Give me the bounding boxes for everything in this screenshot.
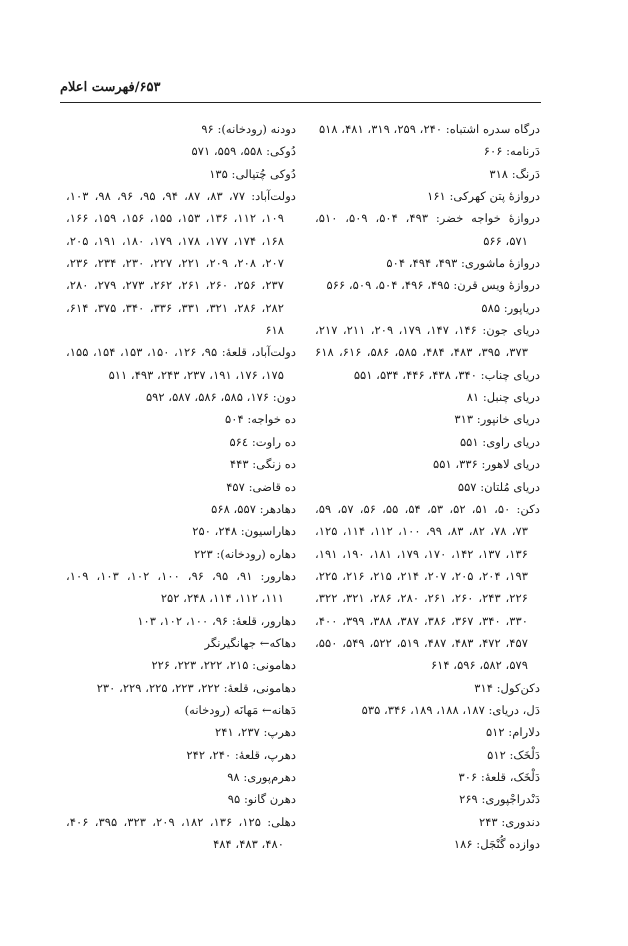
index-entry: دکن: ۵۰، ۵۱، ۵۲، ۵۳، ۵۴، ۵۵، ۵۶، ۵۷، ۵۹، <box>315 501 540 516</box>
index-entry-continuation: ۶۱۸ <box>265 323 284 338</box>
index-entry: ده قاضی: ۴۵۷ <box>226 479 296 494</box>
index-entry-continuation: ۲۸۲، ۲۸۶، ۳۲۱، ۳۳۱، ۳۳۶، ۳۴۰، ۳۷۵، ۶۱۴، <box>66 300 284 315</box>
index-entry-continuation: ۱۰۹، ۱۱۲، ۱۳۶، ۱۵۳، ۱۵۵، ۱۵۶، ۱۵۹، ۱۶۶، <box>66 211 284 226</box>
index-entry: دریاپور: ۵۸۵ <box>481 300 540 315</box>
index-entry-continuation: ۲۰۷، ۲۰۸، ۲۰۹، ۲۲۱، ۲۲۷، ۲۳۰، ۲۳۴، ۲۳۶، <box>66 256 284 271</box>
index-entry: دوازده گُنْجَل: ۱۸۶ <box>453 837 540 851</box>
index-entry: درگاه سدره اشتباه: ۲۴۰، ۲۵۹، ۳۱۹، ۴۸۱، ۵۱۸ <box>318 122 540 136</box>
index-entry-continuation: ۱۱۱، ۱۱۲، ۱۱۴، ۲۴۸، ۲۵۲ <box>160 591 284 606</box>
running-head <box>60 80 540 100</box>
index-entry: دریای خانپور: ۳۱۳ <box>454 412 540 427</box>
index-entry-continuation: ۵۷۹، ۵۸۲، ۵۹۶، ۶۱۴ <box>430 658 528 673</box>
index-entry: دُوکی: ۵۵۸، ۵۵۹، ۵۷۱ <box>191 144 296 159</box>
index-entry: دریای جون: ۱۴۶، ۱۴۷، ۱۷۹، ۲۰۹، ۲۱۱، ۲۱۷، <box>315 323 540 338</box>
index-entry-continuation: ۱۶۸، ۱۷۴، ۱۷۷، ۱۷۸، ۱۷۹، ۱۸۰، ۱۹۱، ۲۰۵، <box>66 233 284 248</box>
index-entry: دَرنگ: ۳۱۸ <box>489 166 540 181</box>
index-entry: دهاره (رودخانه): ۲۲۳ <box>194 546 296 561</box>
index-entry: دهاراسیون: ۲۴۸، ۲۵۰ <box>192 524 296 539</box>
index-entry: ده راوت: ۵۶٤ <box>229 434 296 449</box>
index-entry: دون: ۱۷۶، ۵۸۵، ۵۸۶، ۵۸۷، ۵۹۲ <box>145 390 296 405</box>
index-column-left <box>66 118 296 855</box>
index-entry: دریای لاهور: ۳۳۶، ۵۵۱ <box>433 457 540 472</box>
index-entry: دندوری: ۲۴۳ <box>478 814 540 829</box>
index-entry: دَل، دریای: ۱۸۷، ۱۸۸، ۱۸۹، ۳۴۶، ۵۳۵ <box>361 702 540 717</box>
index-entry: دَلْخَک: ۵۱۲ <box>487 747 540 762</box>
index-entry-continuation: ۱۷۵، ۱۷۶، ۱۹۱، ۲۳۷، ۲۴۳، ۴۹۳، ۵۱۱ <box>108 367 284 382</box>
index-entry-continuation: ۱۹۳، ۲۰۴، ۲۰۵، ۲۰۷، ۲۱۴، ۲۱۵، ۲۱۶، ۲۲۵، <box>315 568 528 583</box>
index-entry: دهرن گانو: ۹۵ <box>227 792 296 807</box>
index-entry: دریای چنبل: ۸۱ <box>466 390 540 405</box>
index-entry: دهارور: ۹۱، ۹۵، ۹۶، ۱۰۰، ۱۰۲، ۱۰۳، ۱۰۹، <box>66 568 296 583</box>
header-rule <box>60 102 541 103</box>
running-title: ۶۵۳/فهرست اعلام <box>60 80 161 95</box>
index-entry: دولت‌آباد: ۷۷، ۸۳، ۸۷، ۹۴، ۹۵، ۹۶، ۹۸، ۱۰۳، <box>66 189 296 204</box>
index-entry: دُوکی چُتیالی: ۱۳۵ <box>209 166 296 181</box>
index-entry: دولت‌آباد، قلعهٔ: ۹۵، ۱۲۶، ۱۵۰، ۱۵۳، ۱۵۴، ۱۵۵، <box>66 345 296 360</box>
index-column-right <box>315 118 540 855</box>
index-entry: دَلْخَک، قلعهٔ: ۳۰۶ <box>458 769 540 784</box>
index-entry-continuation: ۴۸۰، ۴۸۳، ۴۸۴ <box>213 837 284 851</box>
index-entry: دهلی: ۱۲۵، ۱۳۶، ۱۸۲، ۲۰۹، ۳۲۳، ۳۹۵، ۴۰۶، <box>66 814 296 829</box>
index-entry: دروازهٔ ویس قرن: ۴۹۵، ۴۹۶، ۵۰۴، ۵۰۹، ۵۶۶ <box>326 278 540 293</box>
index-entry: دلارام: ۵۱۲ <box>485 725 540 740</box>
index-entry: دهاکه← جهانگیرنگر <box>204 635 296 650</box>
index-entry: دروازهٔ خواجه خضر: ۴۹۳، ۵۰۴، ۵۰۹، ۵۱۰، <box>315 211 540 226</box>
index-entry: دهرم‌پوری: ۹۸ <box>227 769 296 784</box>
index-entry-continuation: ۳۷۳، ۳۹۵، ۴۸۳، ۴۸۴، ۵۸۵، ۵۸۶، ۶۱۶، ۶۱۸ <box>315 345 528 360</box>
index-entry: دودنه (رودخانه): ۹۶ <box>201 122 296 136</box>
index-entry: دریای راوی: ۵۵۱ <box>459 434 540 449</box>
index-entry: دهامونی: ۲۱۵، ۲۲۲، ۲۲۳، ۲۲۶ <box>151 658 296 673</box>
index-entry: دهرپ، قلعهٔ: ۲۴۰، ۲۴۲ <box>186 747 296 762</box>
index-entry-continuation: ۱۳۶، ۱۳۷، ۱۴۲، ۱۷۰، ۱۷۹، ۱۸۱، ۱۹۰، ۱۹۱، <box>315 546 528 561</box>
index-entry: دَرنامه: ۶۰۶ <box>483 144 540 159</box>
index-entry: دکن‌کول: ۳۱۴ <box>474 680 540 695</box>
index-entry: دروازهٔ ماشوری: ۴۹۳، ۴۹۴، ۵۰۴ <box>386 256 540 271</box>
index-entry: دَهانه← مَهانَه (رودخانه) <box>184 702 296 717</box>
index-entry: دهارور، قلعهٔ: ۹۶، ۱۰۰، ۱۰۲، ۱۰۳ <box>137 613 296 628</box>
index-entry: دَنْدراجْپوری: ۲۶۹ <box>459 792 540 807</box>
index-entry: دهامونی، قلعهٔ: ۲۲۲، ۲۲۳، ۲۲۵، ۲۲۹، ۲۳۰ <box>96 680 296 695</box>
index-entry: دهرپ: ۲۳۷، ۲۴۱ <box>215 725 296 740</box>
index-entry-continuation: ۴۵۷، ۴۷۲، ۴۸۳، ۴۸۷، ۵۱۹، ۵۲۲، ۵۴۹، ۵۵۰، <box>315 635 528 650</box>
index-entry: دریای چناب: ۳۴۰، ۴۳۸، ۴۴۶، ۵۳۴، ۵۵۱ <box>353 367 540 382</box>
index-entry-continuation: ۲۲۶، ۲۴۳، ۲۶۰، ۲۶۱، ۲۸۰، ۲۸۶، ۳۲۱، ۳۲۲، <box>315 591 528 606</box>
index-entry: دریای مُلتان: ۵۵۷ <box>457 479 540 494</box>
index-entry: ده خواجه: ۵۰۴ <box>225 412 296 427</box>
index-entry: دهادهر: ۵۵۷، ۵۶۸ <box>211 501 296 516</box>
index-entry-continuation: ۷۳، ۷۸، ۸۲، ۸۳، ۹۹، ۱۰۰، ۱۱۲، ۱۱۴، ۱۲۵، <box>315 524 528 539</box>
index-entry-continuation: ۲۳۷، ۲۵۶، ۲۶۰، ۲۶۱، ۲۶۲، ۲۷۳، ۲۷۹، ۲۸۰، <box>66 278 284 293</box>
index-entry: ده زنگی: ۴۴۳ <box>229 457 296 472</box>
index-entry: دروازهٔ پتن کهرکی: ۱۶۱ <box>427 189 540 204</box>
index-entry-continuation: ۵۷۱، ۵۶۶ <box>483 233 528 248</box>
index-entry-continuation: ۳۳۰، ۳۴۰، ۳۶۷، ۳۸۶، ۳۸۷، ۳۸۸، ۳۹۹، ۴۰۰، <box>315 613 528 628</box>
